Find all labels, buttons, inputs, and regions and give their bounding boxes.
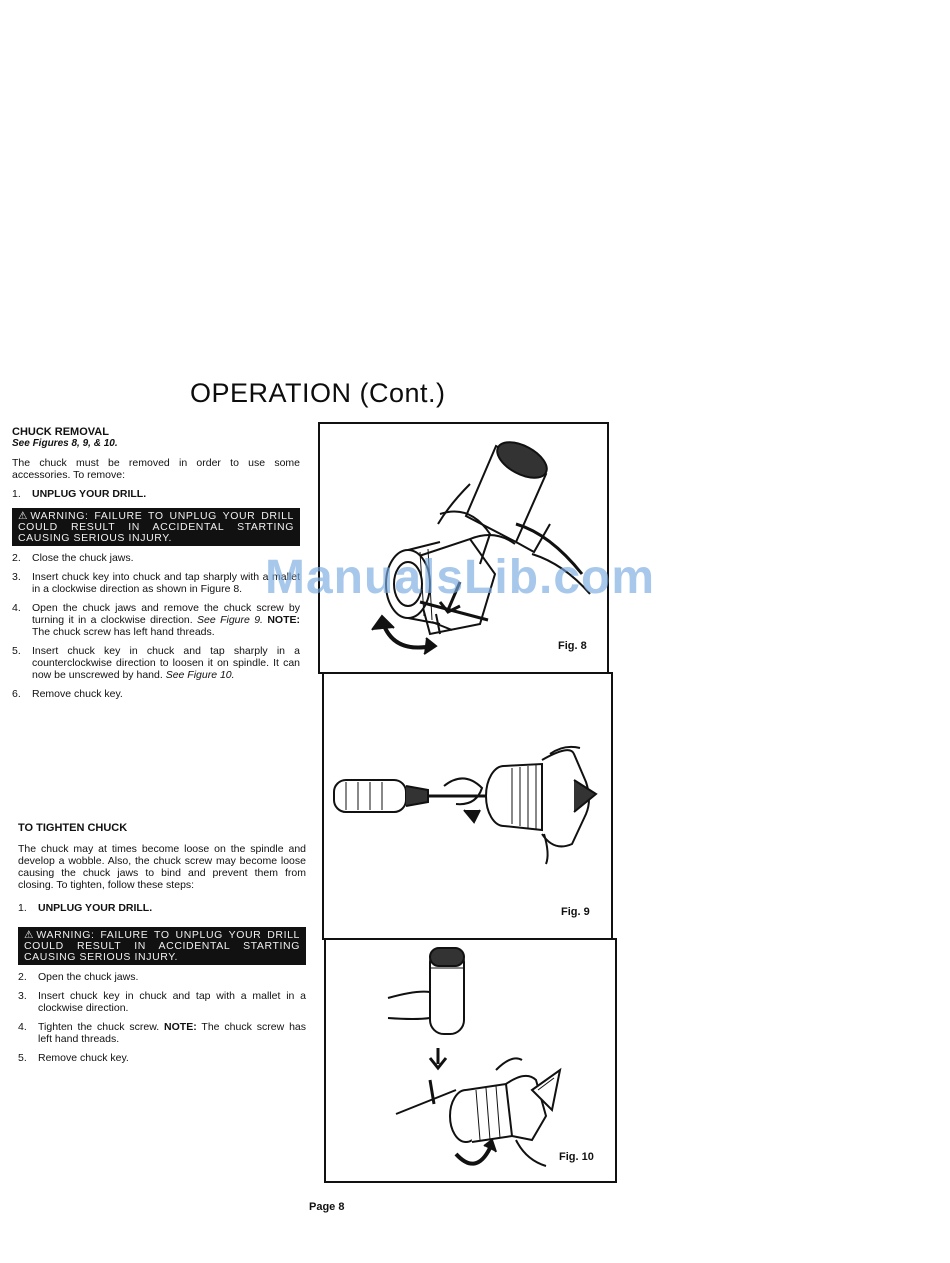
tighten-chuck-step-1 xyxy=(18,902,306,914)
figure-10-label: Fig. 10 xyxy=(559,1151,594,1163)
step-number: 4. xyxy=(18,1021,27,1033)
step-text: Remove chuck key. xyxy=(32,688,123,700)
step-text: UNPLUG YOUR DRILL. xyxy=(32,488,147,500)
warning-box xyxy=(18,927,306,965)
step-number: 2. xyxy=(18,971,27,983)
step-number: 3. xyxy=(12,571,21,583)
step-number: 5. xyxy=(18,1052,27,1064)
step-number: 4. xyxy=(12,602,21,614)
step-text: UNPLUG YOUR DRILL. xyxy=(38,902,153,914)
step-text xyxy=(32,645,300,681)
chuck-removal-step-5 xyxy=(12,645,300,681)
chuck-removal-see-figures: See Figures 8, 9, & 10. xyxy=(12,438,118,449)
figure-8-panel xyxy=(318,422,609,674)
page-number: Page 8 xyxy=(309,1201,345,1213)
note-label: NOTE: xyxy=(267,614,300,626)
figure-reference: See Figure 10. xyxy=(165,669,235,681)
tighten-chuck-heading: TO TIGHTEN CHUCK xyxy=(18,822,128,834)
step-number: 3. xyxy=(18,990,27,1002)
step-number: 1. xyxy=(18,902,27,914)
chuck-removal-heading: CHUCK REMOVAL xyxy=(12,426,109,438)
note-text: The chuck screw has left hand threads. xyxy=(38,1021,306,1045)
step-text xyxy=(32,602,300,638)
chuck-removal-step-3 xyxy=(12,571,300,595)
figure-9-panel xyxy=(322,672,613,940)
figure-reference: See Figure 9. xyxy=(197,614,263,626)
step-body: Tighten the chuck screw. xyxy=(38,1021,160,1033)
figure-9-illustration xyxy=(324,674,611,938)
step-number: 5. xyxy=(12,645,21,657)
tighten-chuck-section xyxy=(18,822,306,1064)
figure-8-illustration xyxy=(320,424,607,672)
warning-text: WARNING: FAILURE TO UNPLUG YOUR DRILL COULD RESULT IN ACCIDENTAL STARTING CAUSING SERIOUS INJURY. xyxy=(24,929,300,963)
watermark-logo: ManualsLib.com xyxy=(265,551,656,604)
warning-icon: ⚠ xyxy=(24,929,37,941)
tighten-chuck-step-5 xyxy=(18,1052,306,1064)
warning-box xyxy=(12,508,300,546)
step-text: Insert chuck key into chuck and tap sharply with a mallet in a clockwise direction as shown in Figure 8. xyxy=(32,571,300,595)
figure-9-label: Fig. 9 xyxy=(561,906,590,918)
warning-text: WARNING: FAILURE TO UNPLUG YOUR DRILL COULD RESULT IN ACCIDENTAL STARTING CAUSING SERIOUS INJURY. xyxy=(18,510,294,544)
tighten-chuck-intro: The chuck may at times become loose on the spindle and develop a wobble. Also, the chuck screw may become loose causing the chuck jaws to bind and prevent them from closing. To tighten, follow these steps: xyxy=(18,843,306,891)
note-label: NOTE: xyxy=(164,1021,197,1033)
step-number: 1. xyxy=(12,488,21,500)
figure-10-panel xyxy=(324,938,617,1183)
tighten-chuck-step-2 xyxy=(18,971,306,983)
warning-icon: ⚠ xyxy=(18,510,31,522)
tighten-chuck-step-3 xyxy=(18,990,306,1014)
step-body: Insert chuck key in chuck and tap sharply in a counterclockwise direction to loosen it on spindle. It can now be unscrewed by hand. xyxy=(32,645,300,681)
step-body: Open the chuck jaws and remove the chuck screw by turning it in a clockwise direction. xyxy=(32,602,300,626)
step-number: 2. xyxy=(12,552,21,564)
figure-10-illustration xyxy=(326,940,615,1181)
step-text: Insert chuck key in chuck and tap with a mallet in a clockwise direction. xyxy=(38,990,306,1014)
chuck-removal-step-1 xyxy=(12,488,300,500)
chuck-removal-intro: The chuck must be removed in order to use some accessories. To remove: xyxy=(12,457,300,481)
step-text: Open the chuck jaws. xyxy=(38,971,139,983)
chuck-removal-step-6 xyxy=(12,688,300,700)
step-text: Close the chuck jaws. xyxy=(32,552,134,564)
step-text: Remove chuck key. xyxy=(38,1052,129,1064)
note-text: The chuck screw has left hand threads. xyxy=(32,626,215,638)
step-text xyxy=(38,1021,306,1045)
chuck-removal-step-4 xyxy=(12,602,300,638)
step-number: 6. xyxy=(12,688,21,700)
tighten-chuck-step-4 xyxy=(18,1021,306,1045)
chuck-removal-step-2 xyxy=(12,552,300,564)
chuck-removal-section xyxy=(12,426,300,700)
page-title: OPERATION (Cont.) xyxy=(190,378,446,408)
figure-8-label: Fig. 8 xyxy=(558,640,587,652)
